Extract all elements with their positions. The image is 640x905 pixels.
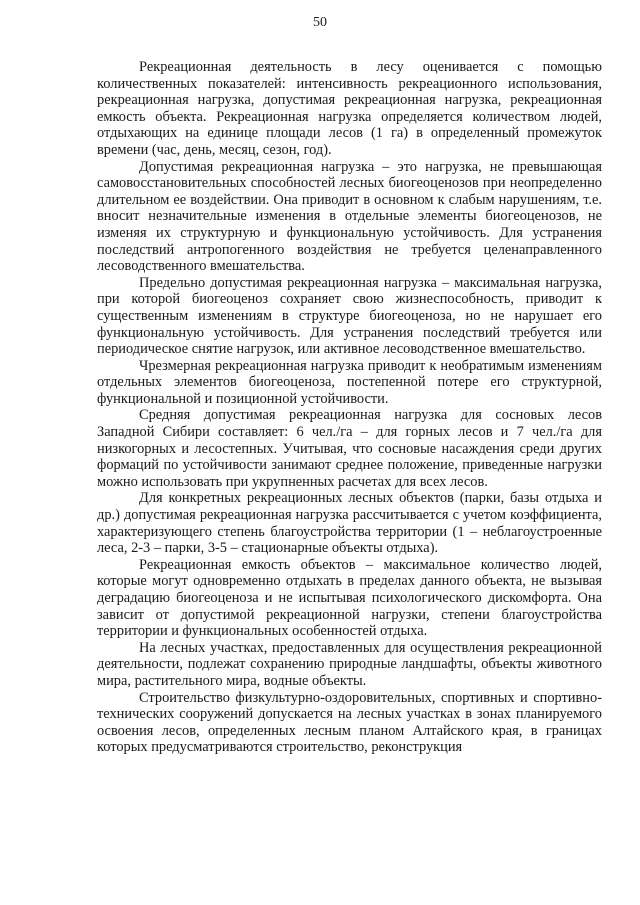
paragraph-construction: Строительство физкультурно-оздоровительных, спортивных и спортивно-технических сооружений допускается на лесных участках в зонах планируемого освоения лесов, определенных лесным планом Алтайского края, в границах которых предусматриваются строительство, реконструкция	[97, 689, 602, 756]
paragraph-max-permissible-load: Предельно допустимая рекреационная нагрузка – максимальная нагрузка, при которой биогеоценоз сохраняет свою жизнеспособность, приводит к существенным изменениям в структуре биогеоценоза, но не нарушает его функциональную устойчивость. Для устранения последствий требуется или периодическое снятие нагрузок, или активное лесоводственное вмешательство.	[97, 274, 602, 358]
paragraph-protected-objects: На лесных участках, предоставленных для осуществления рекреационной деятельности, подлежат сохранению природные ландшафты, объекты животного мира, растительного мира, водные объекты.	[97, 639, 602, 689]
paragraph-recreational-capacity: Рекреационная емкость объектов – максимальное количество людей, которые могут одновременно отдыхать в пределах данного объекта, не вызывая деградацию биогеоценоза и не испытывая психологического дискомфорта. Она зависит от допустимой рекреационной нагрузки, степени благоустройства территории и функциональных особенностей отдыха.	[97, 556, 602, 640]
page-number: 50	[313, 15, 327, 30]
paragraph-specific-objects: Для конкретных рекреационных лесных объектов (парки, базы отдыха и др.) допустимая рекреационная нагрузка рассчитывается с учетом коэффициента, характеризующего степень благоустройства территории (1 – неблагоустроенные леса, 2-3 – парки, 3-5 – стационарные объекты отдыха).	[97, 490, 602, 557]
paragraph-average-load: Средняя допустимая рекреационная нагрузка для сосновых лесов Западной Сибири составляет: 6 чел./га – для горных лесов и 7 чел./га для низкогорных и лесостепных. Учитывая, что сосновые насаждения среди других формаций по устойчивости занимают среднее положение, приведенные нагрузки можно использовать при укрупненных расчетах для всех лесов.	[97, 407, 602, 490]
body-text	[97, 59, 602, 756]
paragraph-recreation-activity: Рекреационная деятельность в лесу оценивается с помощью количественных показателей: интенсивность рекреационного использования, рекреационная нагрузка, допустимая рекреационная нагрузка, рекреационная емкость объекта. Рекреационная нагрузка определяется количеством людей, отдыхающих на единице площади лесов (1 га) в определенный промежуток времени (час, день, месяц, сезон, год).	[97, 59, 602, 158]
paragraph-permissible-load: Допустимая рекреационная нагрузка – это нагрузка, не превышающая самовосстановительных способностей лесных биогеоценозов при неопределенно длительном ее воздействии. Она приводит в основном к слабым нарушениям, т.е. вносит незначительные изменения в отдельные элементы биогеоценозов, не изменяя их структурную и функциональную устойчивость. Для устранения последствий антропогенного воздействия не требуется целенаправленного лесоводственного вмешательства.	[97, 158, 602, 275]
paragraph-excessive-load: Чрезмерная рекреационная нагрузка приводит к необратимым изменениям отдельных элементов биогеоценоза, постепенной потере его структурной, функциональной и позиционной устойчивости.	[97, 357, 602, 407]
